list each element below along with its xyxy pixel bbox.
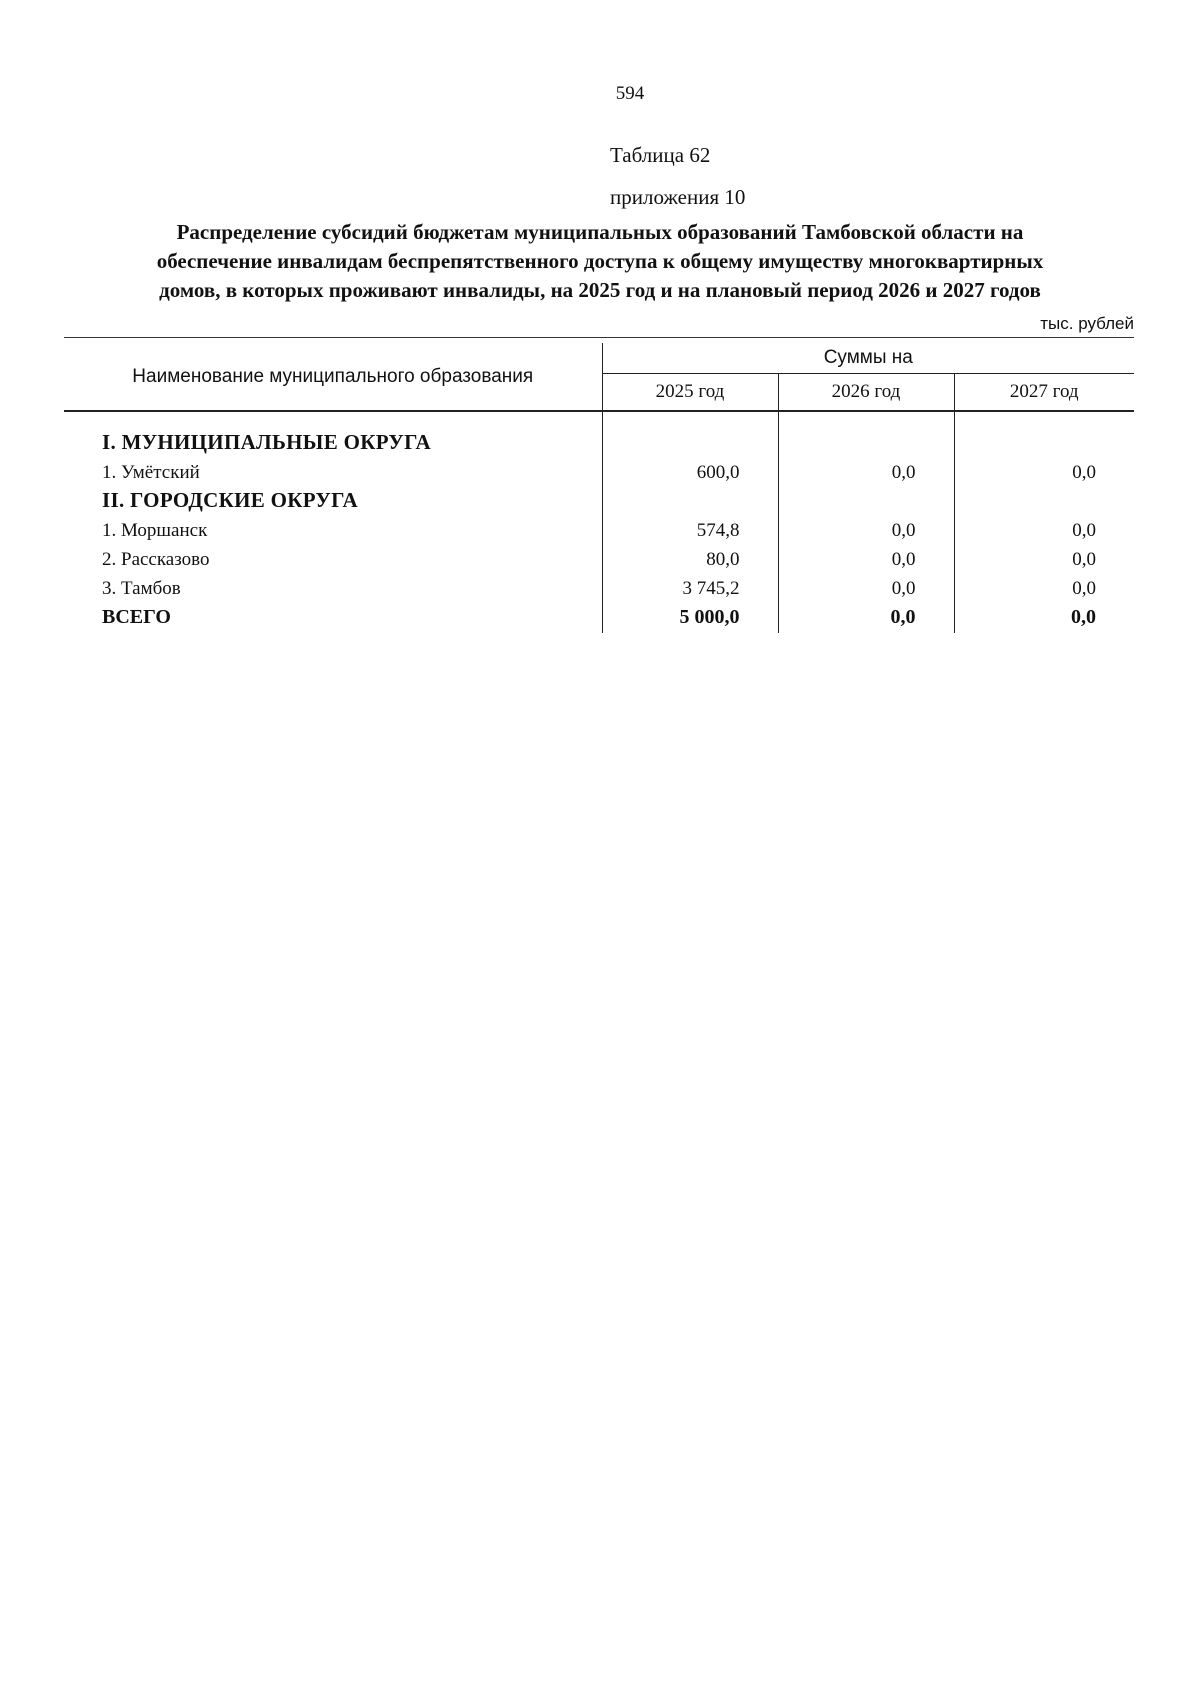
row-name: 1. Умётский — [102, 462, 200, 483]
row-name: 1. Моршанск — [102, 520, 208, 541]
document-title — [70, 218, 1130, 305]
spacer-cell — [602, 411, 778, 426]
row-value-2026: 0,0 — [778, 513, 954, 542]
row-value-2026 — [778, 426, 954, 455]
header-municipality-name: Наименование муниципального образования — [64, 343, 602, 411]
table-top-rule — [64, 337, 1134, 338]
spacer-cell — [954, 411, 1134, 426]
row-value-2025: 80,0 — [602, 542, 778, 571]
row-name: I. МУНИЦИПАЛЬНЫЕ ОКРУГА — [102, 430, 431, 454]
table-header — [64, 343, 1134, 411]
header-year-2025: 2025 год — [602, 374, 778, 412]
row-name: 3. Тамбов — [102, 578, 181, 599]
row-name: ВСЕГО — [102, 606, 171, 628]
table-row — [64, 513, 1134, 542]
table-row-total — [64, 600, 1134, 633]
title-line-1: Распределение субсидий бюджетам муниципальных образований Тамбовской области на — [176, 220, 1024, 244]
row-value-2025 — [602, 426, 778, 455]
table-row-section-city-districts — [64, 484, 1134, 513]
spacer-cell — [64, 411, 602, 426]
row-value-2027 — [954, 426, 1134, 455]
title-line-2: обеспечение инвалидам беспрепятственного доступа к общему имуществу многоквартирных — [156, 249, 1044, 273]
units-label: тыс. рублей — [1040, 314, 1134, 333]
row-value-2026 — [778, 484, 954, 513]
row-name: II. ГОРОДСКИЕ ОКРУГА — [102, 488, 358, 512]
row-value-2025 — [602, 484, 778, 513]
row-value-2027: 0,0 — [954, 542, 1134, 571]
row-value-2026: 0,0 — [778, 600, 954, 633]
table-row — [64, 455, 1134, 484]
page-number: 594 — [615, 83, 645, 104]
row-value-2027: 0,0 — [954, 455, 1134, 484]
table-spacer-row — [64, 411, 1134, 426]
row-value-2025: 5 000,0 — [602, 600, 778, 633]
row-value-2027 — [954, 484, 1134, 513]
table-number: Таблица 62 — [610, 143, 711, 167]
table-body — [64, 411, 1134, 633]
row-value-2026: 0,0 — [778, 455, 954, 484]
row-value-2025: 600,0 — [602, 455, 778, 484]
title-line-3: домов, в которых проживают инвалиды, на 2025 год и на плановый период 2026 и 2027 годов — [159, 278, 1041, 302]
row-value-2026: 0,0 — [778, 571, 954, 600]
row-name: 2. Рассказово — [102, 549, 210, 570]
row-value-2025: 3 745,2 — [602, 571, 778, 600]
row-value-2027: 0,0 — [954, 571, 1134, 600]
subsidy-table — [64, 343, 1134, 633]
table-row — [64, 542, 1134, 571]
spacer-cell — [778, 411, 954, 426]
row-value-2027: 0,0 — [954, 513, 1134, 542]
table-row — [64, 571, 1134, 600]
appendix-reference: приложения 10 — [610, 185, 746, 209]
table-row-section-municipal-districts — [64, 426, 1134, 455]
header-year-2026: 2026 год — [778, 374, 954, 412]
header-year-2027: 2027 год — [954, 374, 1134, 412]
row-value-2025: 574,8 — [602, 513, 778, 542]
header-sums: Суммы на — [602, 343, 1134, 374]
row-value-2027: 0,0 — [954, 600, 1134, 633]
row-value-2026: 0,0 — [778, 542, 954, 571]
